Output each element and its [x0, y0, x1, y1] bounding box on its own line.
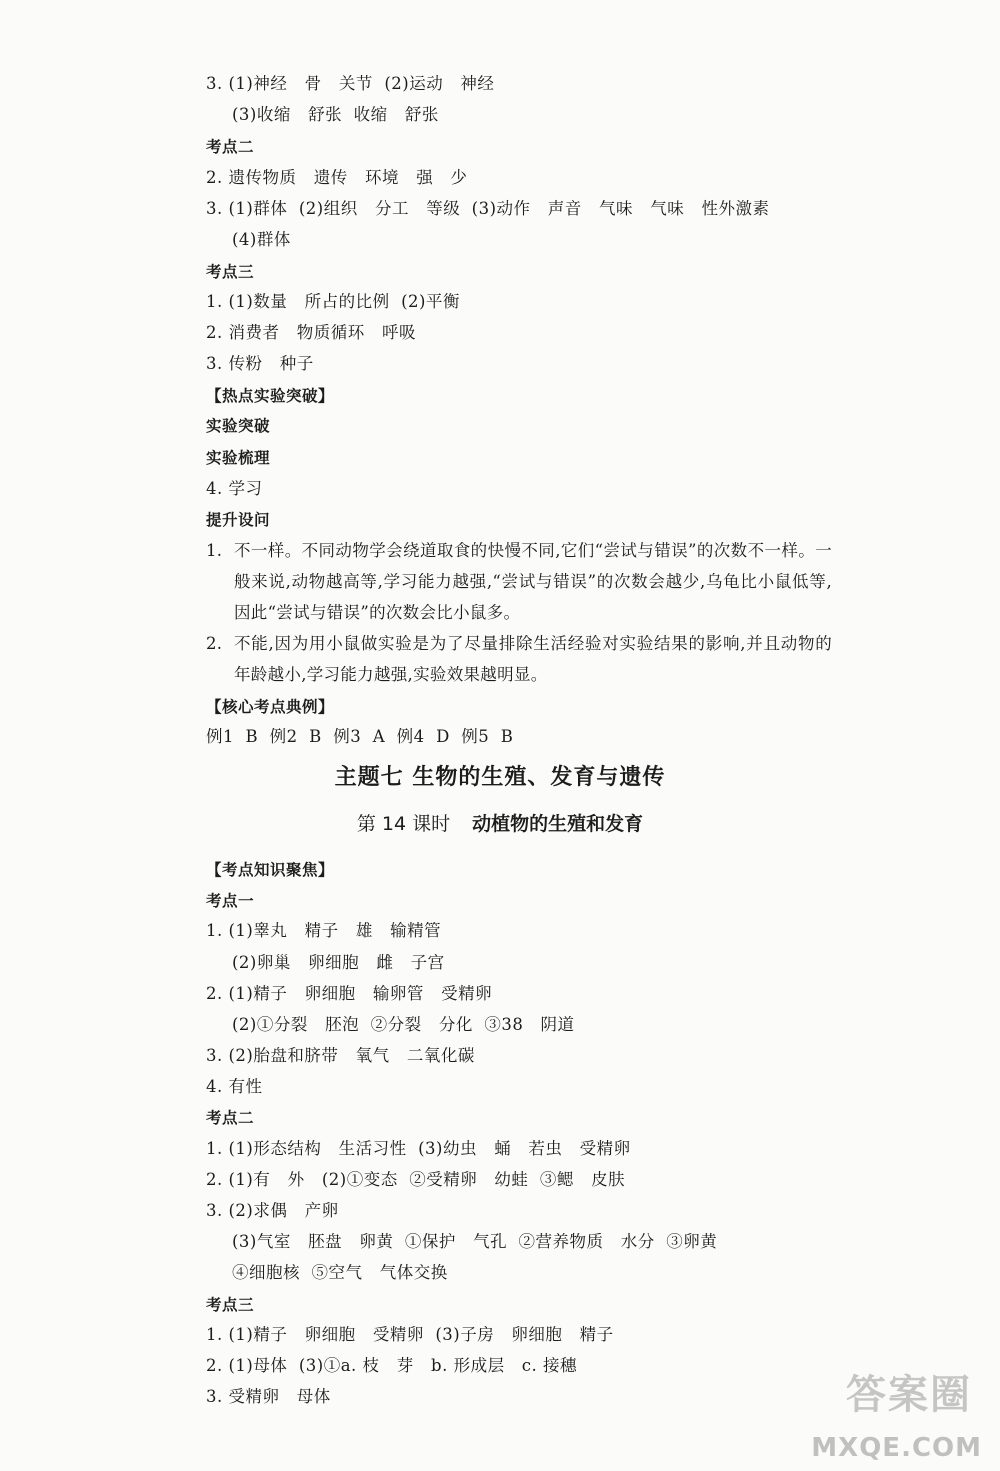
section-heading: 考点二 — [206, 138, 255, 156]
answer-line: (3)收缩 舒张 收缩 舒张 — [232, 105, 439, 124]
answer-line: 1. (1)数量 所占的比例 (2)平衡 — [206, 292, 460, 311]
answer-line: 2. 消费者 物质循环 呼吸 — [206, 323, 416, 342]
watermark-url: MXQE.COM — [811, 1433, 982, 1463]
answer-line: 例1 B 例2 B 例3 A 例4 D 例5 B — [206, 727, 514, 746]
answer-line: 3. (1)群体 (2)组织 分工 等级 (3)动作 声音 气味 气味 性外激素 — [206, 199, 770, 218]
section-heading: 提升设问 — [206, 511, 271, 529]
answer-line: 3. (1)神经 骨 关节 (2)运动 神经 — [206, 74, 495, 93]
section-heading: 实验突破 — [206, 417, 271, 435]
section-heading: 考点三 — [206, 263, 255, 281]
lesson-number: 第 14 课时 — [356, 813, 451, 835]
answer-line: 2. (1)有 外 (2)①变态 ②受精卵 幼蛙 ③鳃 皮肤 — [206, 1170, 626, 1189]
answer-line: (2)①分裂 胚泡 ②分裂 分化 ③38 阴道 — [232, 1015, 575, 1034]
section-heading: 【热点实验突破】 — [206, 387, 335, 405]
lesson-heading — [0, 809, 1000, 836]
paragraph-text: 不一样。不同动物学会绕道取食的快慢不同,它们“尝试与错误”的次数不一样。一般来说,动物越高等,学习能力越强,“尝试与错误”的次数会越少,乌龟比小鼠低等,因此“尝试与错误”的次数会比小鼠多。 — [234, 541, 832, 622]
answer-line: 2. 遗传物质 遗传 环境 强 少 — [206, 168, 468, 187]
answer-line: 4. 有性 — [206, 1077, 263, 1096]
answer-line: 2. (1)母体 (3)①a. 枝 芽 b. 形成层 c. 接穗 — [206, 1356, 578, 1375]
topic-title: 主题七 生物的生殖、发育与遗传 — [334, 765, 666, 790]
answer-line: 3. (2)胎盘和脐带 氧气 二氧化碳 — [206, 1046, 475, 1065]
lesson-title: 动植物的生殖和发育 — [472, 813, 644, 835]
section-heading: 考点三 — [206, 1296, 255, 1314]
watermark-logo: 答案圈 — [846, 1372, 972, 1418]
watermark — [792, 1363, 982, 1463]
answer-line: (2)卵巢 卵细胞 雌 子宫 — [232, 953, 445, 972]
answer-line: 1. (1)睾丸 精子 雄 输精管 — [206, 921, 442, 940]
answer-line: (3)气室 胚盘 卵黄 ①保护 气孔 ②营养物质 水分 ③卵黄 — [232, 1232, 718, 1251]
answer-line: (4)群体 — [232, 230, 291, 249]
answer-line: ④细胞核 ⑤空气 气体交换 — [232, 1263, 448, 1282]
section-heading: 实验梳理 — [206, 449, 271, 467]
answer-line: 3. (2)求偶 产卵 — [206, 1201, 339, 1220]
section-heading: 考点一 — [206, 892, 255, 910]
paragraph-number: 2. — [206, 634, 223, 653]
answer-paragraph — [206, 535, 832, 628]
paragraph-text: 不能,因为用小鼠做实验是为了尽量排除生活经验对实验结果的影响,并且动物的年龄越小,学习能力越强,实验效果越明显。 — [234, 634, 832, 684]
section-heading: 【核心考点典例】 — [206, 698, 335, 716]
answer-line: 1. (1)形态结构 生活习性 (3)幼虫 蛹 若虫 受精卵 — [206, 1139, 631, 1158]
answer-line: 4. 学习 — [206, 479, 263, 498]
section-heading: 【考点知识聚焦】 — [206, 861, 335, 879]
answer-line: 3. 受精卵 母体 — [206, 1387, 331, 1406]
answer-line: 1. (1)精子 卵细胞 受精卵 (3)子房 卵细胞 精子 — [206, 1325, 614, 1344]
paragraph-number: 1. — [206, 541, 223, 560]
answer-line: 2. (1)精子 卵细胞 输卵管 受精卵 — [206, 984, 493, 1003]
section-heading: 考点二 — [206, 1109, 255, 1127]
answer-paragraph — [206, 628, 832, 690]
answer-line: 3. 传粉 种子 — [206, 354, 314, 373]
